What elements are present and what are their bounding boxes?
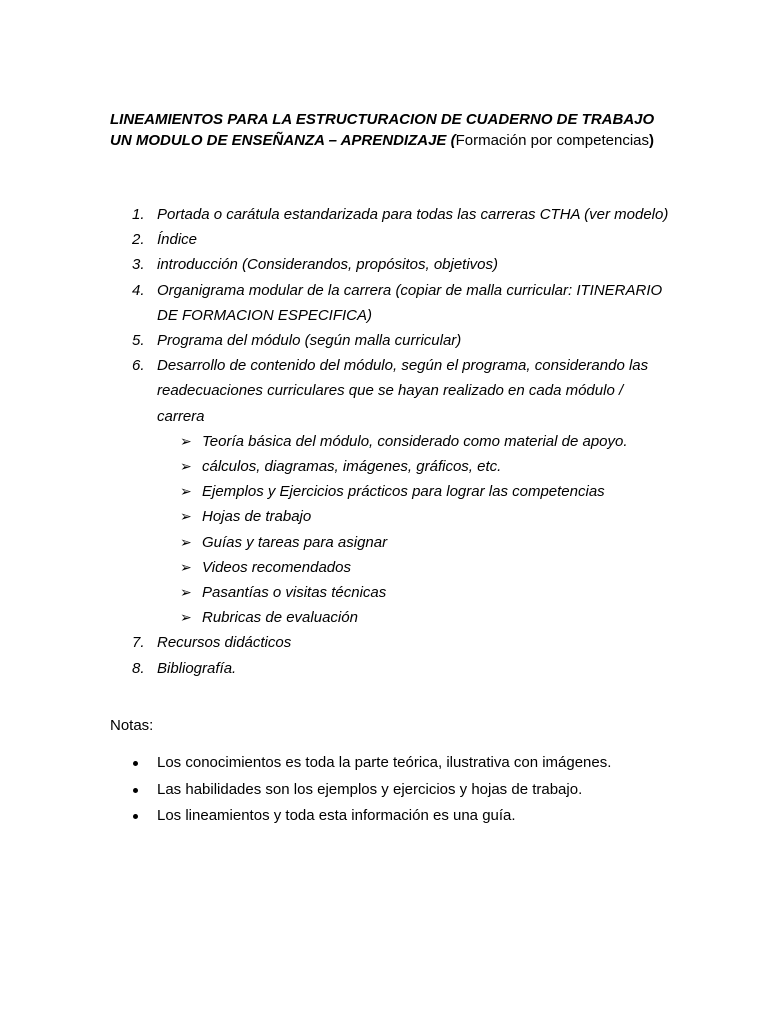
arrow-bullet-icon: ➢ — [180, 432, 192, 449]
sub-list-item — [180, 530, 670, 555]
notes-list-item-text: Los conocimientos es toda la parte teórica, ilustrativa con imágenes. — [157, 754, 612, 771]
list-item — [110, 227, 670, 252]
notes-list-item — [110, 803, 670, 830]
sub-list-item-text: Videos recomendados — [202, 558, 351, 576]
sub-list-item-text: Ejemplos y Ejercicios prácticos para lograr las competencias — [202, 483, 605, 501]
list-item — [110, 328, 670, 353]
list-item-text: Portada o carátula estandarizada para todas las carreras CTHA (ver modelo) — [157, 206, 669, 223]
list-number: 3. — [132, 256, 145, 274]
sub-list-item-text: cálculos, diagramas, imágenes, gráficos, etc. — [202, 458, 502, 476]
sub-list-item — [180, 504, 670, 529]
sublist-container — [110, 429, 670, 631]
list-item — [110, 353, 670, 429]
title-close-paren: ) — [649, 131, 655, 149]
sub-list — [110, 429, 670, 631]
list-item-text: Organigrama modular de la carrera (copiar de malla curricular: ITINERARIO DE FORMACION ESPECIFICA) — [157, 281, 663, 324]
list-number: 2. — [132, 231, 145, 249]
sub-list-item — [180, 429, 670, 454]
list-item — [110, 278, 670, 328]
list-item — [110, 252, 670, 277]
arrow-bullet-icon: ➢ — [180, 533, 192, 550]
arrow-bullet-icon: ➢ — [180, 483, 192, 500]
sub-list-item — [180, 580, 670, 605]
list-number: 5. — [132, 332, 145, 350]
notes-list-item-text: Las habilidades son los ejemplos y ejercicios y hojas de trabajo. — [157, 780, 583, 798]
arrow-bullet-icon: ➢ — [180, 458, 192, 475]
notes-list-item-text: Los lineamientos y toda esta información es una guía. — [157, 807, 516, 825]
list-item-text: Programa del módulo (según malla curricular) — [157, 332, 462, 350]
list-item-text: Recursos didácticos — [157, 634, 292, 652]
list-number: 8. — [132, 659, 145, 677]
notes-label: Notas: — [110, 717, 154, 734]
sub-list-item — [180, 454, 670, 479]
numbered-list — [110, 202, 670, 681]
arrow-bullet-icon: ➢ — [180, 584, 192, 601]
notes-list-item — [110, 750, 670, 777]
sub-list-item — [180, 479, 670, 504]
sub-list-item-text: Pasantías o visitas técnicas — [202, 584, 387, 602]
sub-list-item-text: Teoría básica del módulo, considerado como material de apoyo. — [202, 432, 628, 450]
list-number: 1. — [132, 206, 145, 223]
sub-list-item-text: Rubricas de evaluación — [202, 609, 358, 627]
sub-list-item-text: Guías y tareas para asignar — [202, 533, 388, 551]
list-item — [110, 202, 670, 227]
sub-list-item — [180, 605, 670, 630]
list-item — [110, 656, 670, 681]
arrow-bullet-icon: ➢ — [180, 609, 192, 626]
sub-list-item — [180, 555, 670, 580]
arrow-bullet-icon: ➢ — [180, 508, 192, 525]
list-number: 7. — [132, 634, 145, 652]
notes-list-item — [110, 777, 670, 804]
title-bold: LINEAMIENTOS PARA LA ESTRUCTURACION DE CUADERNO DE TRABAJO UN MODULO DE ENSEÑANZA – APRENDIZAJE ( — [110, 111, 655, 149]
list-number: 4. — [132, 281, 145, 299]
list-number: 6. — [132, 357, 145, 375]
arrow-bullet-icon: ➢ — [180, 558, 192, 575]
document-title — [110, 110, 670, 151]
sub-list-item-text: Hojas de trabajo — [202, 508, 312, 526]
list-item-text: Bibliografía. — [157, 659, 237, 677]
list-item-text: Desarrollo de contenido del módulo, según el programa, considerando las readecuaciones curriculares que se hayan realizado en cada módulo / carrera — [157, 357, 649, 425]
list-item-text: introducción (Considerandos, propósitos, objetivos) — [157, 256, 499, 274]
list-item — [110, 630, 670, 655]
title-normal: Formación por competencias — [455, 131, 650, 149]
list-item-text: Índice — [157, 231, 198, 249]
notes-list — [110, 750, 670, 830]
